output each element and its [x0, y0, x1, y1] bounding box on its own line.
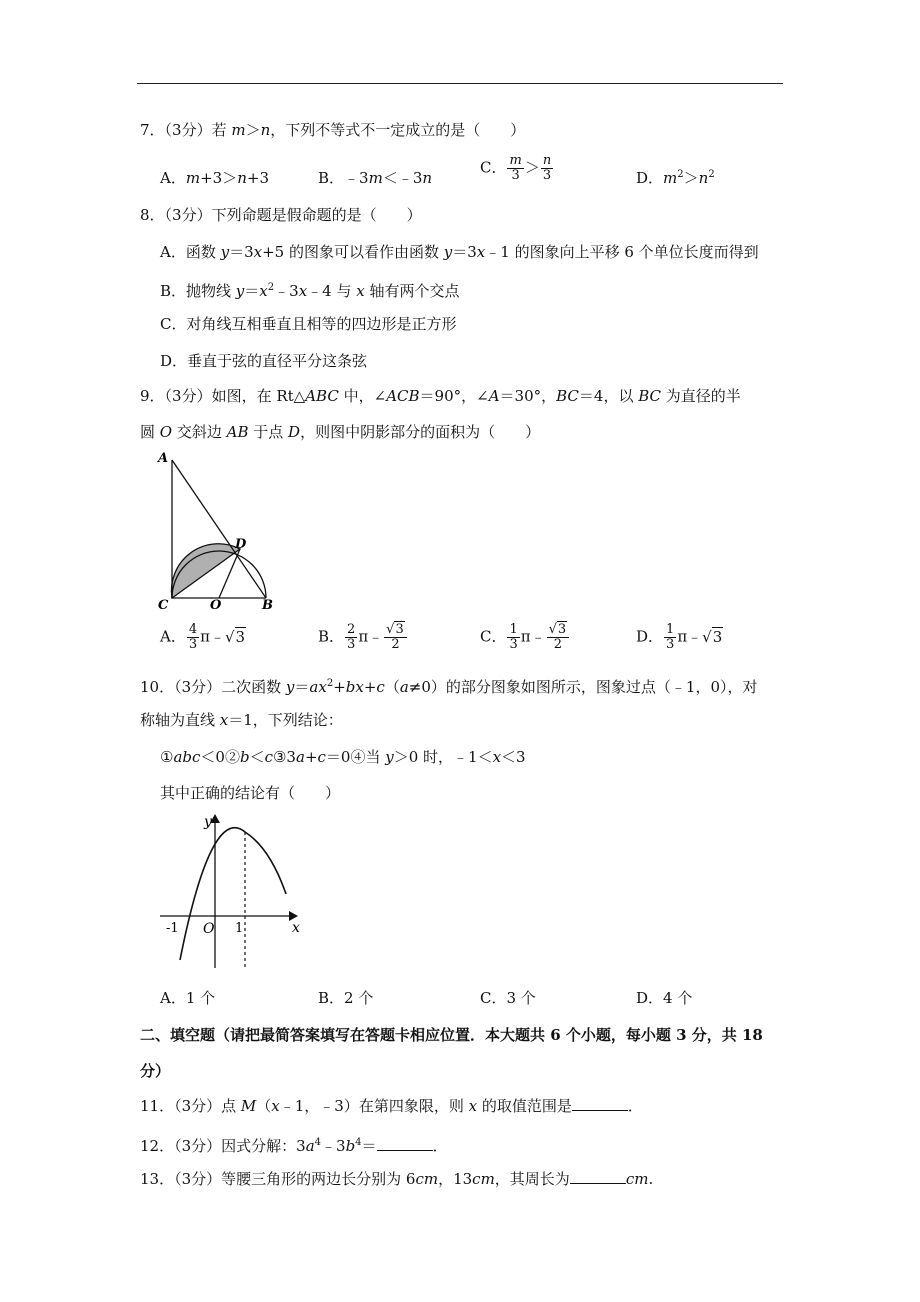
- q10-option-c: C．3 个: [480, 989, 536, 1007]
- q9-figure: [150, 446, 285, 618]
- q10-option-d: D．4 个: [636, 989, 693, 1007]
- q7-option-a: A．m+3＞n+3: [160, 169, 269, 187]
- label-c: C: [158, 598, 169, 613]
- q10-stem-2: 称轴为直线 x＝1，下列结论：: [140, 711, 343, 729]
- q9-option-c: C． $\frac{1}{3}$ π﹣ $\frac{√3}{2}$: [480, 623, 570, 652]
- q7-option-b: B．﹣3m＜﹣3n: [318, 169, 433, 187]
- q10-option-a: A．1 个: [160, 989, 216, 1007]
- q11-stem: 11．（3分）点 M（x﹣1，﹣3）在第四象限，则 x 的取值范围是 ．: [140, 1097, 643, 1115]
- label-x: x: [292, 920, 300, 936]
- header-rule: [137, 83, 783, 84]
- q9-option-d: D． $\frac{1}{3}$ π﹣√3: [636, 622, 723, 652]
- q8-option-d: D．垂直于弦的直径平分这条弦: [160, 352, 368, 370]
- q8-option-c: C．对角线互相垂直且相等的四边形是正方形: [160, 315, 457, 333]
- section2-title-1: 二、填空题（请把最简答案填写在答题卡相应位置．本大题共 6 个小题，每小题 3 分，共 18: [140, 1026, 763, 1044]
- q8-option-b: B．抛物线 $y=x^2﹣3x﹣4$ 与 x 轴有两个交点: [160, 282, 460, 300]
- q9-stem-1: 9．（3分）如图，在 Rt△ABC 中，∠ACB＝90°，∠A＝30°，BC＝4，以 BC 为直径的半: [140, 387, 741, 405]
- q9-option-b: B． $\frac{2}{3}$ π﹣ $\frac{√3}{2}$: [318, 623, 408, 652]
- label-o: O: [210, 598, 222, 613]
- q7-option-c: C． $\frac{m}{3}$ ＞ $\frac{n}{3}$: [480, 153, 552, 183]
- q12-stem: 12．（3分）因式分解：$3a^4﹣3b^4=$ ．: [140, 1137, 448, 1155]
- label-one: 1: [235, 921, 244, 936]
- label-origin: O: [203, 921, 215, 937]
- parabola-curve: [180, 828, 286, 960]
- section2-title-2: 分）: [140, 1062, 171, 1080]
- q9-stem-2: 圆 O 交斜边 AB 于点 D，则图中阴影部分的面积为（ ）: [140, 423, 541, 441]
- q8-option-a: A．函数 y＝3x+5 的图象可以看作由函数 y＝3x﹣1 的图象向上平移 6 个单位长度而得到: [160, 243, 759, 261]
- label-y: y: [204, 814, 212, 830]
- q13-blank[interactable]: [570, 1169, 626, 1184]
- q10-stem-4: 其中正确的结论有（ ）: [160, 784, 341, 802]
- q9-option-a: A． $\frac{4}{3}$ π﹣√3: [160, 622, 246, 652]
- label-b: B: [262, 598, 273, 613]
- q8-stem: 8．（3分）下列命题是假命题的是（ ）: [140, 206, 422, 224]
- q11-blank[interactable]: [572, 1096, 628, 1111]
- q12-blank[interactable]: [377, 1136, 433, 1151]
- q13-stem: 13．（3分）等腰三角形的两边长分别为 6cm，13cm，其周长为 cm.: [140, 1170, 654, 1188]
- label-a: A: [158, 451, 169, 466]
- q7-stem: 7．（3分）若 m＞n，下列不等式不一定成立的是（ ）: [140, 121, 526, 139]
- q10-stem-3: ①abc＜0②b＜c③3a+c＝0④当 y＞0 时，﹣1＜x＜3: [160, 748, 526, 766]
- label-neg1: -1: [166, 921, 179, 936]
- q10-option-b: B．2 个: [318, 989, 374, 1007]
- q10-stem-1: 10．（3分）二次函数 $y=ax^2+bx+c(a\ne 0)$的部分图象如图所示，图象过点（﹣1，0），对: [140, 678, 758, 696]
- q10-figure: [152, 808, 312, 974]
- q7-option-d: D．$m^2>n^2$: [636, 169, 715, 187]
- label-d: D: [235, 537, 247, 552]
